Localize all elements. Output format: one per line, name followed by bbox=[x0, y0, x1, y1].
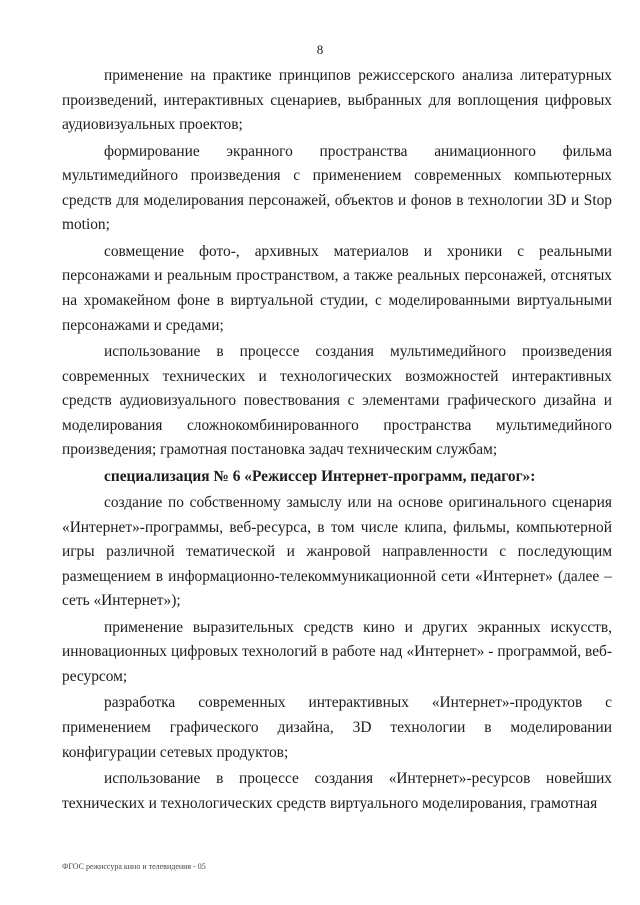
document-body bbox=[62, 64, 612, 818]
paragraph-2: формирование экранного пространства анимационного фильма мультимедийного произведения с применением современных компьютерных средств для моделирования персонажей, объектов и фонов в технологии 3D и Stop motion; bbox=[62, 142, 612, 234]
paragraph-7: разработка современных интерактивных «Интернет»-продуктов с применением графического дизайна, 3D технологии в моделировании конфигурации сетевых продуктов; bbox=[62, 694, 612, 761]
paragraph-8: использование в процессе создания «Интернет»-ресурсов новейших технических и технологических средств виртуального моделирования, грамотная bbox=[62, 770, 612, 812]
paragraph-5: создание по собственному замыслу или на основе оригинального сценария «Интернет»-программы, веб-ресурса, в том числе клипа, фильмы, компьютерной игры различной тематической и жанровой направленности с последующим размещением в информационно-телекоммуникационной сети «Интернет» (далее – сеть «Интернет»); bbox=[62, 494, 612, 610]
specialization-heading: специализация № 6 «Режиссер Интернет-программ, педагог»: bbox=[104, 467, 536, 485]
paragraph-6: применение выразительных средств кино и других экранных искусств, инновационных цифровых технологий в работе над «Интернет» - программой, веб-ресурсом; bbox=[62, 618, 612, 686]
page-footer: ФГОС режиссура кино и телевидения - 05 bbox=[62, 862, 206, 871]
paragraph-1: применение на практике принципов режиссерского анализа литературных произведений, интерактивных сценариев, выбранных для воплощения цифровых аудиовизуальных проектов; bbox=[62, 67, 612, 134]
page-number: 8 bbox=[316, 42, 324, 57]
paragraph-3: совмещение фото-, архивных материалов и хроники с реальными персонажами и реальным пространством, а также реальных персонажей, отснятых на хромакейном фоне в виртуальной студии, с моделированными виртуальными персонажами и средами; bbox=[62, 242, 612, 334]
paragraph-4: использование в процессе создания мультимедийного произведения современных технических и технологических возможностей интерактивных средств аудиовизуального повествования с элементами графического дизайна и моделирования сложнокомбинированного пространства мультимедийного произведения; грамотная постановка задач техническим службам; bbox=[62, 342, 612, 459]
